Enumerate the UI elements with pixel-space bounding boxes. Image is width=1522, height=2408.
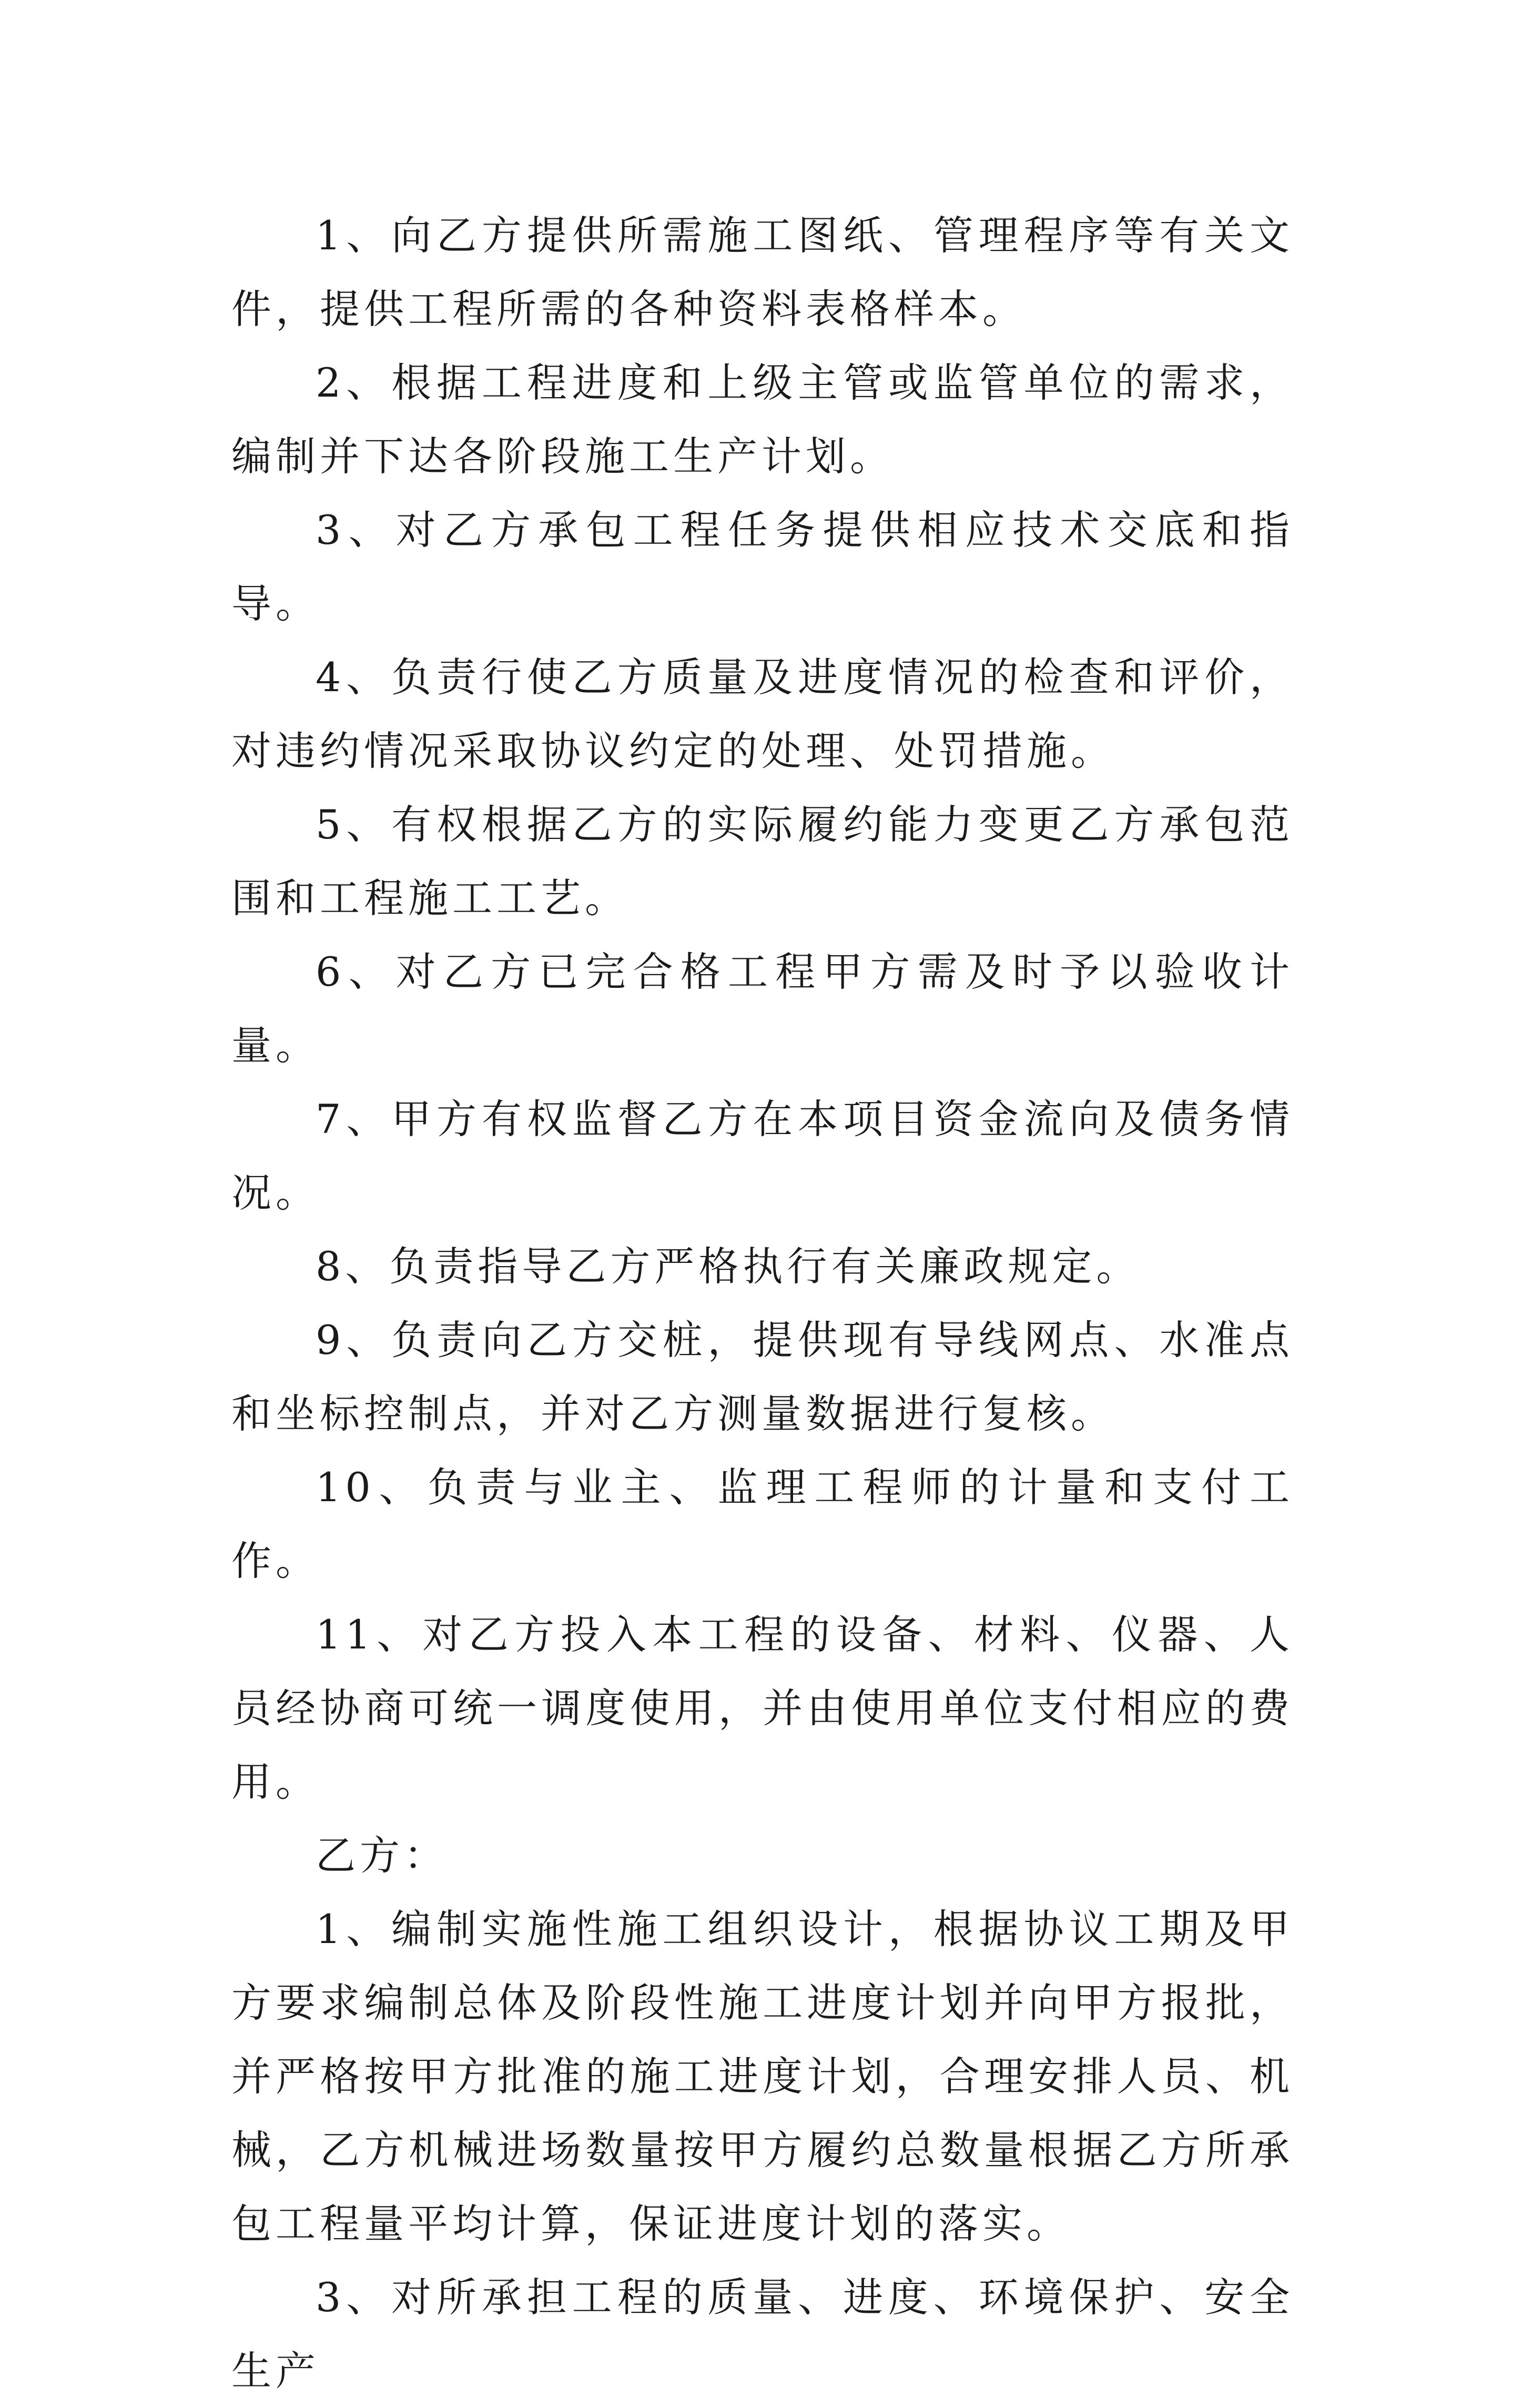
paragraph-6: 6、对乙方已完合格工程甲方需及时予以验收计量。 bbox=[231, 948, 1294, 1069]
paragraph-party-b-1: 1、编制实施性施工组织设计，根据协议工期及甲方要求编制总体及阶段性施工进度计划并向甲方报批，并严格按甲方批准的施工进度计划，合理安排人员、机械，乙方机械进场数量按甲方履约总数量根据乙方所承包工程量平均计算，保证进度计划的落实。 bbox=[231, 1906, 1294, 2247]
paragraph-7: 7、甲方有权监督乙方在本项目资金流向及债务情况。 bbox=[231, 1096, 1294, 1216]
document-body bbox=[231, 199, 1294, 2408]
paragraph-4: 4、负责行使乙方质量及进度情况的检查和评价，对违约情况采取协议约定的处理、处罚措施。 bbox=[231, 654, 1294, 774]
paragraph-5: 5、有权根据乙方的实际履约能力变更乙方承包范围和工程施工工艺。 bbox=[231, 801, 1294, 922]
section-heading-party-b: 乙方： bbox=[316, 1832, 448, 1879]
paragraph-3: 3、对乙方承包工程任务提供相应技术交底和指导。 bbox=[231, 507, 1294, 627]
paragraph-10: 10、负责与业主、监理工程师的计量和支付工作。 bbox=[231, 1464, 1294, 1584]
paragraph-1: 1、向乙方提供所需施工图纸、管理程序等有关文件，提供工程所需的各种资料表格样本。 bbox=[231, 212, 1294, 332]
paragraph-party-b-3: 3、对所承担工程的质量、进度、环境保护、安全生产 bbox=[231, 2274, 1294, 2394]
paragraph-9: 9、负责向乙方交桩，提供现有导线网点、水准点和坐标控制点，并对乙方测量数据进行复核。 bbox=[231, 1317, 1294, 1437]
paragraph-2: 2、根据工程进度和上级主管或监管单位的需求，编制并下达各阶段施工生产计划。 bbox=[231, 359, 1294, 480]
paragraph-11: 11、对乙方投入本工程的设备、材料、仪器、人员经协商可统一调度使用，并由使用单位支付相应的费用。 bbox=[231, 1611, 1294, 1805]
paragraph-8: 8、负责指导乙方严格执行有关廉政规定。 bbox=[316, 1243, 1141, 1290]
